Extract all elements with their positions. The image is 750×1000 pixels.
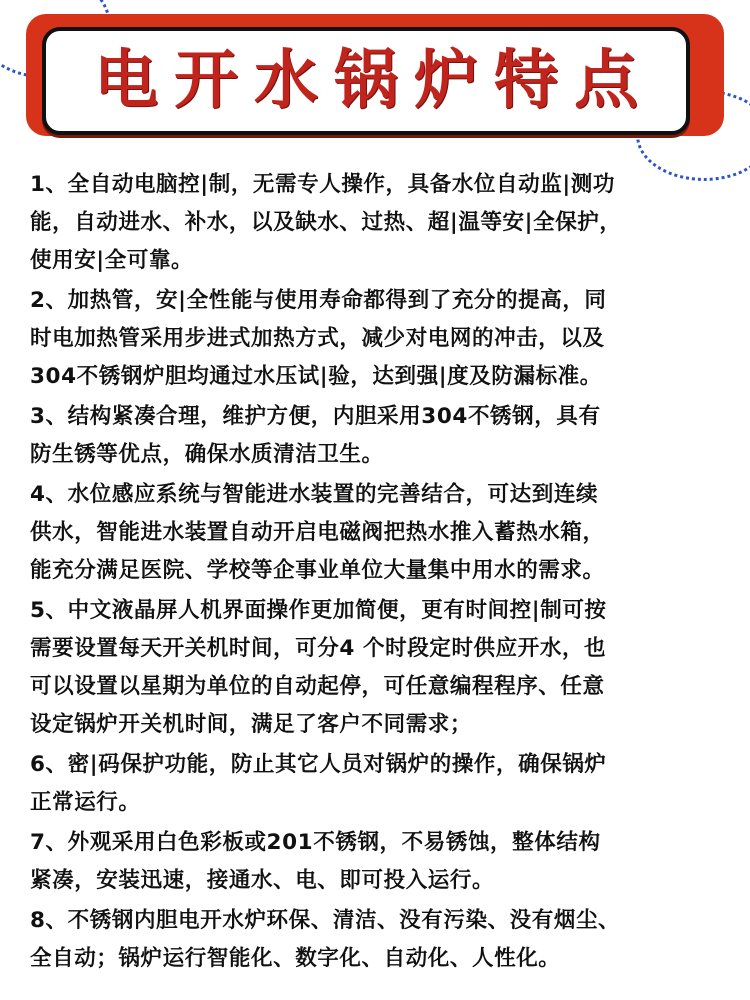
feature-item-5	[30, 592, 732, 744]
feature-item-4-line-2: 供水，智能进水装置自动开启电磁阀把热水推入蓄热水箱，	[30, 520, 605, 545]
feature-item-5-line-4: 设定锅炉开关机时间，满足了客户不同需求；	[30, 712, 473, 737]
feature-item-1-line-1: 1、全自动电脑控|制，无需专人操作，具备水位自动监|测功	[30, 172, 615, 197]
page-title: 电开水锅炉特点	[94, 43, 654, 118]
feature-item-3-line-1: 3、结构紧凑合理，维护方便，内胆采用304不锈钢，具有	[30, 404, 601, 429]
feature-item-2	[30, 282, 732, 396]
feature-item-8-line-1: 8、不锈钢内胆电开水炉环保、清洁、没有污染、没有烟尘、	[30, 908, 621, 933]
feature-item-7-line-1: 7、外观采用白色彩板或201不锈钢，不易锈蚀，整体结构	[30, 830, 601, 855]
feature-list	[30, 166, 732, 980]
feature-item-2-line-2: 时电加热管采用步进式加热方式，减少对电网的冲击，以及	[30, 326, 605, 351]
feature-item-5-line-3: 可以设置以星期为单位的自动起停，可任意编程程序、任意	[30, 674, 605, 699]
feature-item-2-line-3: 304不锈钢炉胆均通过水压试|验，达到强|度及防漏标准。	[30, 364, 602, 389]
feature-item-3	[30, 398, 732, 474]
feature-item-6-line-2: 正常运行。	[30, 790, 141, 815]
feature-item-1-line-2: 能，自动进水、补水，以及缺水、过热、超|温等安|全保护，	[30, 210, 622, 235]
feature-item-1	[30, 166, 732, 280]
feature-item-1-line-3: 使用安|全可靠。	[30, 248, 194, 273]
feature-item-6	[30, 746, 732, 822]
feature-item-5-line-1: 5、中文液晶屏人机界面操作更加简便，更有时间控|制可按	[30, 598, 607, 623]
feature-item-4-line-1: 4、水位感应系统与智能进水装置的完善结合，可达到连续	[30, 482, 599, 507]
feature-item-7-line-2: 紧凑，安装迅速，接通水、电、即可投入运行。	[30, 868, 495, 893]
feature-item-8-line-2: 全自动；锅炉运行智能化、数字化、自动化、人性化。	[30, 946, 561, 971]
feature-item-8	[30, 902, 732, 978]
feature-item-3-line-2: 防生锈等优点，确保水质清洁卫生。	[30, 442, 384, 467]
feature-item-4-line-3: 能充分满足医院、学校等企事业单位大量集中用水的需求。	[30, 558, 605, 583]
feature-item-4	[30, 476, 732, 590]
feature-item-5-line-2: 需要设置每天开关机时间，可分4 个时段定时供应开水，也	[30, 636, 607, 661]
feature-item-6-line-1: 6、密|码保护功能，防止其它人员对锅炉的操作，确保锅炉	[30, 752, 607, 777]
feature-item-7	[30, 824, 732, 900]
feature-item-2-line-1: 2、加热管，安|全性能与使用寿命都得到了充分的提高，同	[30, 288, 607, 313]
